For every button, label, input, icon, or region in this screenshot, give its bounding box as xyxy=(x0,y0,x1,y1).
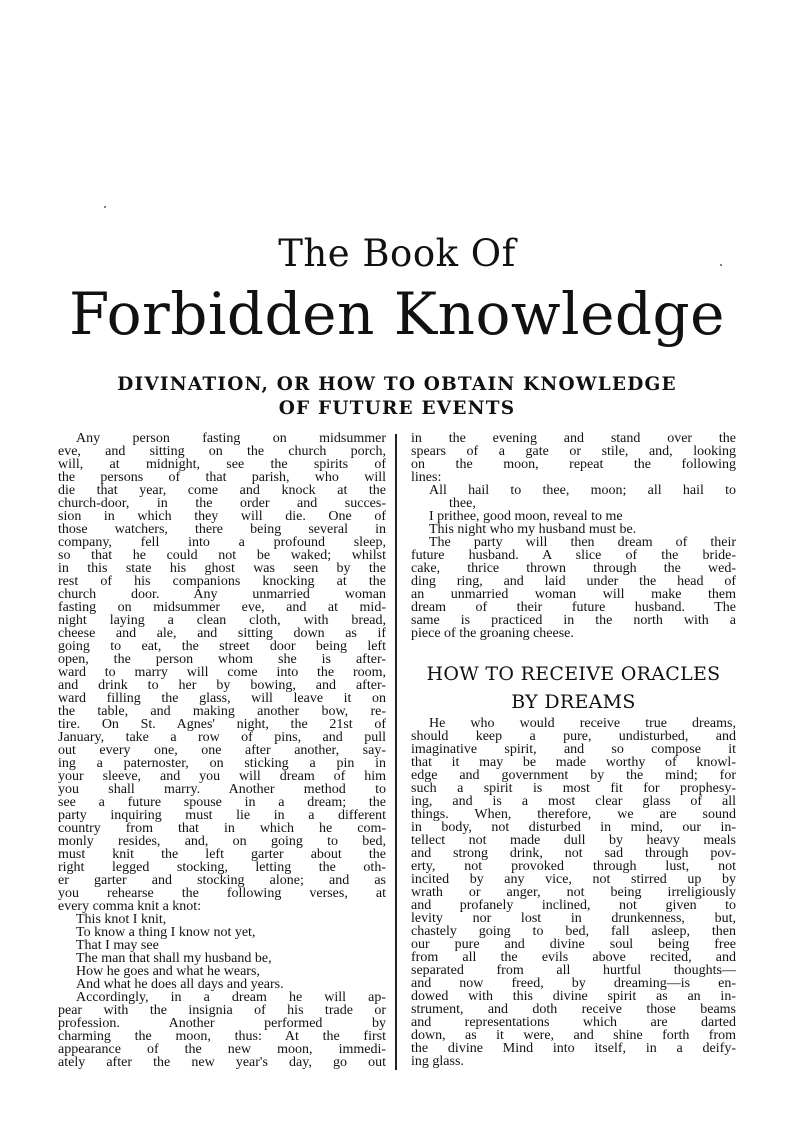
text-line: should keep a pure, undisturbed, and xyxy=(411,730,736,743)
text-line: ward to marry will come into the room, xyxy=(58,666,386,679)
text-line: your sleeve, and you will dream of him xyxy=(58,770,386,783)
text-line: piece of the groaning cheese. xyxy=(411,627,574,640)
text-line: down, as it were, and shine forth from xyxy=(411,1029,736,1042)
text-line: January, take a row of pins, and pull xyxy=(58,731,386,744)
section-subtitle xyxy=(60,373,734,421)
right-column-text-top xyxy=(411,432,736,640)
left-column-text xyxy=(58,432,386,1069)
text-line: that it may be made worthy of knowl- xyxy=(411,756,736,769)
text-line: the persons of that parish, who will xyxy=(58,471,386,484)
book-title-main: Forbidden Knowledge xyxy=(69,280,725,348)
text-line: church door. Any unmarried woman xyxy=(58,588,386,601)
text-line: must knit the left garter about the xyxy=(58,848,386,861)
text-line: charming the moon, thus: At the first xyxy=(58,1030,386,1043)
text-line: and drink to her by bowing, and after- xyxy=(58,679,386,692)
text-line: fasting on midsummer eve, and at mid- xyxy=(58,601,386,614)
text-line: strument, and doth receive those beams xyxy=(411,1003,736,1016)
text-line: wrath or anger, not being irreligiously xyxy=(411,886,736,899)
text-line: monly resides, and, on going to bed, xyxy=(58,835,386,848)
column-divider xyxy=(395,434,397,1070)
text-line: an unmarried woman will make them xyxy=(411,588,736,601)
text-line: in this state his ghost was seen by the xyxy=(58,562,386,575)
text-line: ing a paternoster, on sticking a pin in xyxy=(58,757,386,770)
text-line: future husband. A slice of the bride- xyxy=(411,549,736,562)
text-line: pear with the insignia of his trade or xyxy=(58,1004,386,1017)
text-line: in the evening and stand over the xyxy=(411,432,736,445)
text-line: the divine Mind into itself, in a deify- xyxy=(411,1042,736,1055)
scan-speck xyxy=(104,206,106,208)
oracles-heading-line: HOW TO RECEIVE ORACLES xyxy=(426,663,721,685)
text-line: This night who my husband must be. xyxy=(429,523,637,536)
right-column-text-bottom xyxy=(411,717,736,1068)
book-title-top: The Book Of xyxy=(278,232,516,275)
text-line: tire. On St. Agnes' night, the 21st of xyxy=(58,718,386,731)
text-line: church-door, in the order and succes- xyxy=(58,497,386,510)
text-line: in body, not disturbed in mind, our in- xyxy=(411,821,736,834)
text-line: on the moon, repeat the following xyxy=(411,458,736,471)
text-line: and profanely inclined, not given to xyxy=(411,899,736,912)
text-line: and now freed, by dreaming—is en- xyxy=(411,977,736,990)
text-line: things. When, therefore, we are sound xyxy=(411,808,736,821)
text-line: levity nor lost in drunkenness, but, xyxy=(411,912,736,925)
text-line: er garter and stocking alone; and as xyxy=(58,874,386,887)
text-line: All hail to thee, moon; all hail to xyxy=(429,484,736,497)
scan-speck xyxy=(720,264,722,266)
text-line: the table, and making another bow, re- xyxy=(58,705,386,718)
text-line: ding ring, and laid under the head of xyxy=(411,575,736,588)
text-line: you shall marry. Another method to xyxy=(58,783,386,796)
text-line: lines: xyxy=(411,471,442,484)
text-line: will, at midnight, see the spirits of xyxy=(58,458,386,471)
text-line: Any person fasting on midsummer xyxy=(76,432,386,445)
text-line: tellect not made dull by heavy meals xyxy=(411,834,736,847)
text-line: out every one, one after another, say- xyxy=(58,744,386,757)
text-line: dowed with this divine spirit as an in- xyxy=(411,990,736,1003)
text-line: company, fell into a profound sleep, xyxy=(58,536,386,549)
subtitle-line: DIVINATION, OR HOW TO OBTAIN KNOWLEDGE xyxy=(117,374,677,395)
text-line: He who would receive true dreams, xyxy=(429,717,736,730)
text-line: How he goes and what he wears, xyxy=(76,965,260,978)
text-line: and strong drink, not sad through pov- xyxy=(411,847,736,860)
text-line: those watchers, there being several in xyxy=(58,523,386,536)
text-line: every comma knit a knot: xyxy=(58,900,202,913)
text-line: To know a thing I know not yet, xyxy=(76,926,256,939)
text-line: thee, xyxy=(449,497,476,510)
text-line: such a spirit is most fit for prophesy- xyxy=(411,782,736,795)
text-line: die that year, come and knock at the xyxy=(58,484,386,497)
text-line: cheese and ale, and sitting down as if xyxy=(58,627,386,640)
text-line: ately after the new year's day, go out xyxy=(58,1056,386,1069)
text-line: edge and government by the mind; for xyxy=(411,769,736,782)
text-line: see a future spouse in a dream; the xyxy=(58,796,386,809)
text-line: open, the person whom she is after- xyxy=(58,653,386,666)
text-line: from all the evils above recited, and xyxy=(411,951,736,964)
text-line: I prithee, good moon, reveal to me xyxy=(429,510,623,523)
text-line: so that he could not be waked; whilst xyxy=(58,549,386,562)
text-line: same is practiced in the north with a xyxy=(411,614,736,627)
text-line: rest of his companions knocking at the xyxy=(58,575,386,588)
text-line: dream of their future husband. The xyxy=(411,601,736,614)
text-line: imaginative spirit, and so compose it xyxy=(411,743,736,756)
text-line: erty, not provoked through lust, not xyxy=(411,860,736,873)
text-line: The man that shall my husband be, xyxy=(76,952,272,965)
text-line: going to eat, the street door being left xyxy=(58,640,386,653)
text-line: ing, and is a most clear glass of all xyxy=(411,795,736,808)
text-line: sion in which they will die. One of xyxy=(58,510,386,523)
text-line: appearance of the new moon, immedi- xyxy=(58,1043,386,1056)
oracles-heading-line: BY DREAMS xyxy=(511,691,636,713)
text-line: Accordingly, in a dream he will ap- xyxy=(76,991,386,1004)
subtitle-line: OF FUTURE EVENTS xyxy=(278,398,516,419)
text-line: That I may see xyxy=(76,939,159,952)
text-line: ing glass. xyxy=(411,1055,464,1068)
text-line: our pure and divine soul being free xyxy=(411,938,736,951)
text-line: country from that in which he com- xyxy=(58,822,386,835)
text-line: right legged stocking, letting the oth- xyxy=(58,861,386,874)
text-line: profession. Another performed by xyxy=(58,1017,386,1030)
text-line: incited by any vice, not stirred up by xyxy=(411,873,736,886)
text-line: chastely going to bed, fall asleep, then xyxy=(411,925,736,938)
text-line: This knot I knit, xyxy=(76,913,167,926)
text-line: you rehearse the following verses, at xyxy=(58,887,386,900)
text-line: And what he does all days and years. xyxy=(76,978,284,991)
text-line: spears of a gate or stile, and, looking xyxy=(411,445,736,458)
text-line: and representations which are darted xyxy=(411,1016,736,1029)
text-line: ward filling the glass, will leave it on xyxy=(58,692,386,705)
oracles-heading xyxy=(411,660,736,716)
text-line: separated from all hurtful thoughts— xyxy=(411,964,736,977)
text-line: night laying a clean cloth, with bread, xyxy=(58,614,386,627)
text-line: cake, thrice thrown through the wed- xyxy=(411,562,736,575)
text-line: The party will then dream of their xyxy=(429,536,736,549)
text-line: party inquiring must lie in a different xyxy=(58,809,386,822)
text-line: eve, and sitting on the church porch, xyxy=(58,445,386,458)
